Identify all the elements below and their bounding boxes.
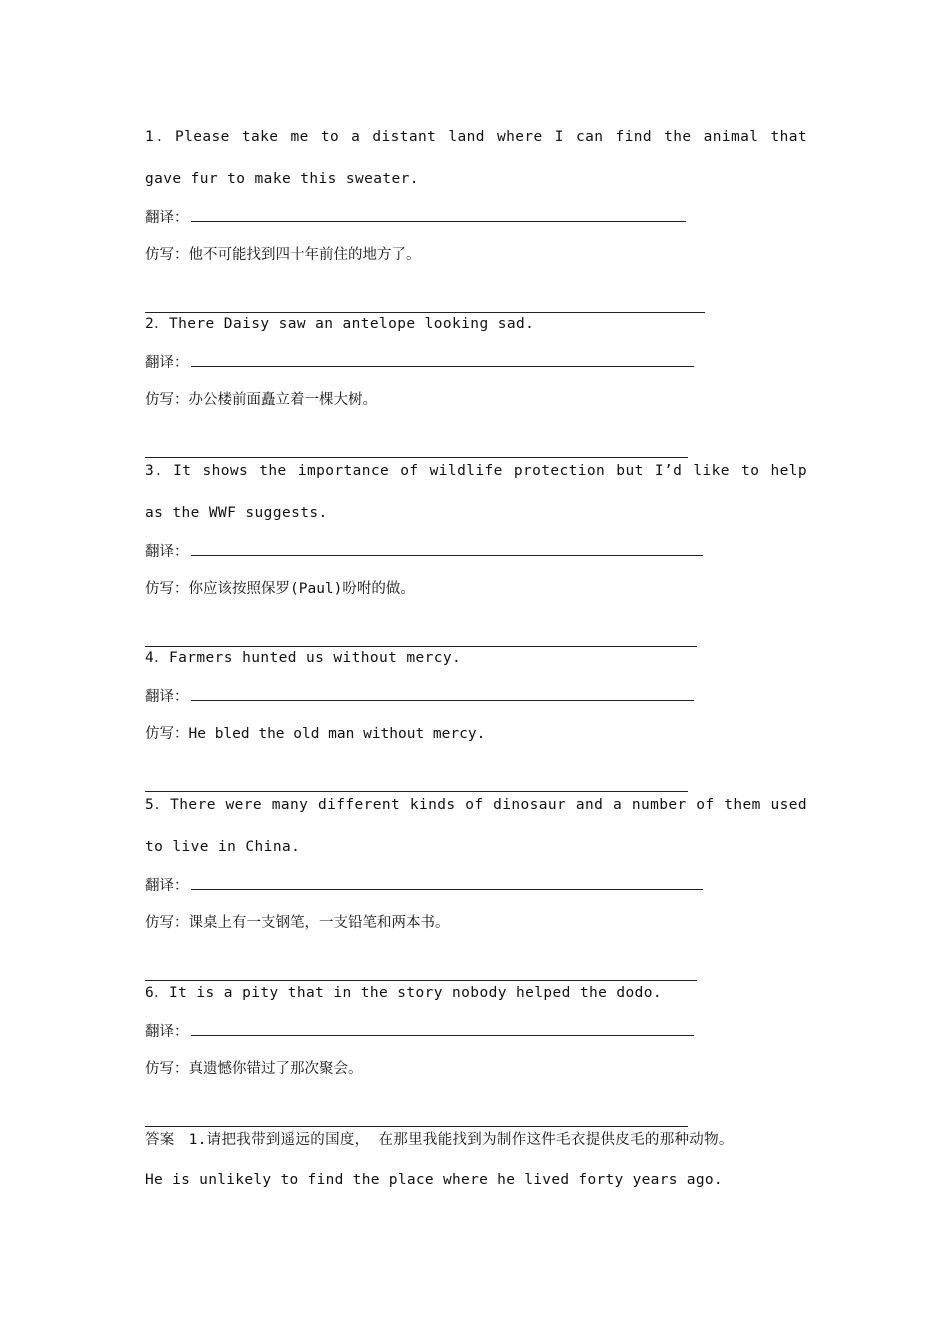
translate-label: 翻译： [145, 689, 189, 705]
translate-label: 翻译： [145, 878, 189, 894]
imitate-row [145, 905, 807, 942]
imitate-label: 仿写： [145, 247, 189, 263]
answer-section [145, 1120, 807, 1200]
exercise-item-1 [145, 116, 807, 313]
imitate-label: 仿写： [145, 392, 189, 408]
answer-translation: 1.请把我带到遥远的国度， 在那里我能找到为制作这件毛衣提供皮毛的那种动物。 [188, 1132, 734, 1148]
answer-imitation: He is unlikely to find the place where he lived forty years ago. [145, 1172, 723, 1188]
exercise-item-6 [145, 972, 807, 1127]
exercise-sentence: 5．There were many different kinds of dinosaur and a number of them used to live in China. [145, 797, 807, 855]
translate-row [145, 679, 807, 716]
imitate-row [145, 382, 807, 419]
exercise-item-2 [145, 303, 807, 458]
exercise-item-4 [145, 637, 807, 792]
translate-label: 翻译： [145, 544, 189, 560]
exercise-sentence: 4．Farmers hunted us without mercy. [145, 650, 462, 666]
translate-answer-line[interactable] [191, 1021, 694, 1036]
imitate-label: 仿写： [145, 726, 189, 742]
translate-row [145, 200, 807, 237]
exercise-sentence: 1．Please take me to a distant land where I can find the animal that gave fur to make this sweater. [145, 129, 807, 187]
exercise-sentence: 3．It shows the importance of wildlife protection but I’d like to help as the WWF suggests. [145, 463, 807, 521]
imitate-row [145, 716, 807, 753]
translate-answer-line[interactable] [191, 686, 694, 701]
imitate-prompt: 真遗憾你错过了那次聚会。 [188, 1061, 363, 1077]
exercise-item-3 [145, 450, 807, 647]
translate-answer-line[interactable] [191, 541, 703, 556]
translate-row [145, 534, 807, 571]
exercise-item-5 [145, 784, 807, 981]
exercise-sentence: 6．It is a pity that in the story nobody helped the dodo. [145, 985, 663, 1001]
translate-answer-line[interactable] [191, 207, 686, 222]
translate-label: 翻译： [145, 355, 189, 371]
worksheet-page [145, 0, 807, 1344]
exercise-sentence: 2．There Daisy saw an antelope looking sad. [145, 316, 535, 332]
translate-answer-line[interactable] [191, 875, 703, 890]
imitate-row [145, 237, 807, 274]
translate-row [145, 868, 807, 905]
translate-answer-line[interactable] [191, 352, 694, 367]
translate-row [145, 345, 807, 382]
imitate-label: 仿写： [145, 1061, 189, 1077]
imitate-prompt: 办公楼前面矗立着一棵大树。 [188, 392, 377, 408]
translate-label: 翻译： [145, 210, 189, 226]
imitate-row [145, 1051, 807, 1088]
translate-row [145, 1014, 807, 1051]
imitate-prompt: 课桌上有一支钢笔，一支铅笔和两本书。 [188, 915, 450, 931]
imitate-prompt: 他不可能找到四十年前住的地方了。 [188, 247, 421, 263]
translate-label: 翻译： [145, 1024, 189, 1040]
imitate-prompt: 你应该按照保罗(Paul)吩咐的做。 [188, 581, 415, 597]
imitate-row [145, 571, 807, 608]
answer-label: 答案 [145, 1132, 175, 1148]
answer-line-1 [145, 1120, 807, 1160]
imitate-label: 仿写： [145, 581, 189, 597]
imitate-label: 仿写： [145, 915, 189, 931]
imitate-prompt: He bled the old man without mercy. [188, 726, 486, 742]
